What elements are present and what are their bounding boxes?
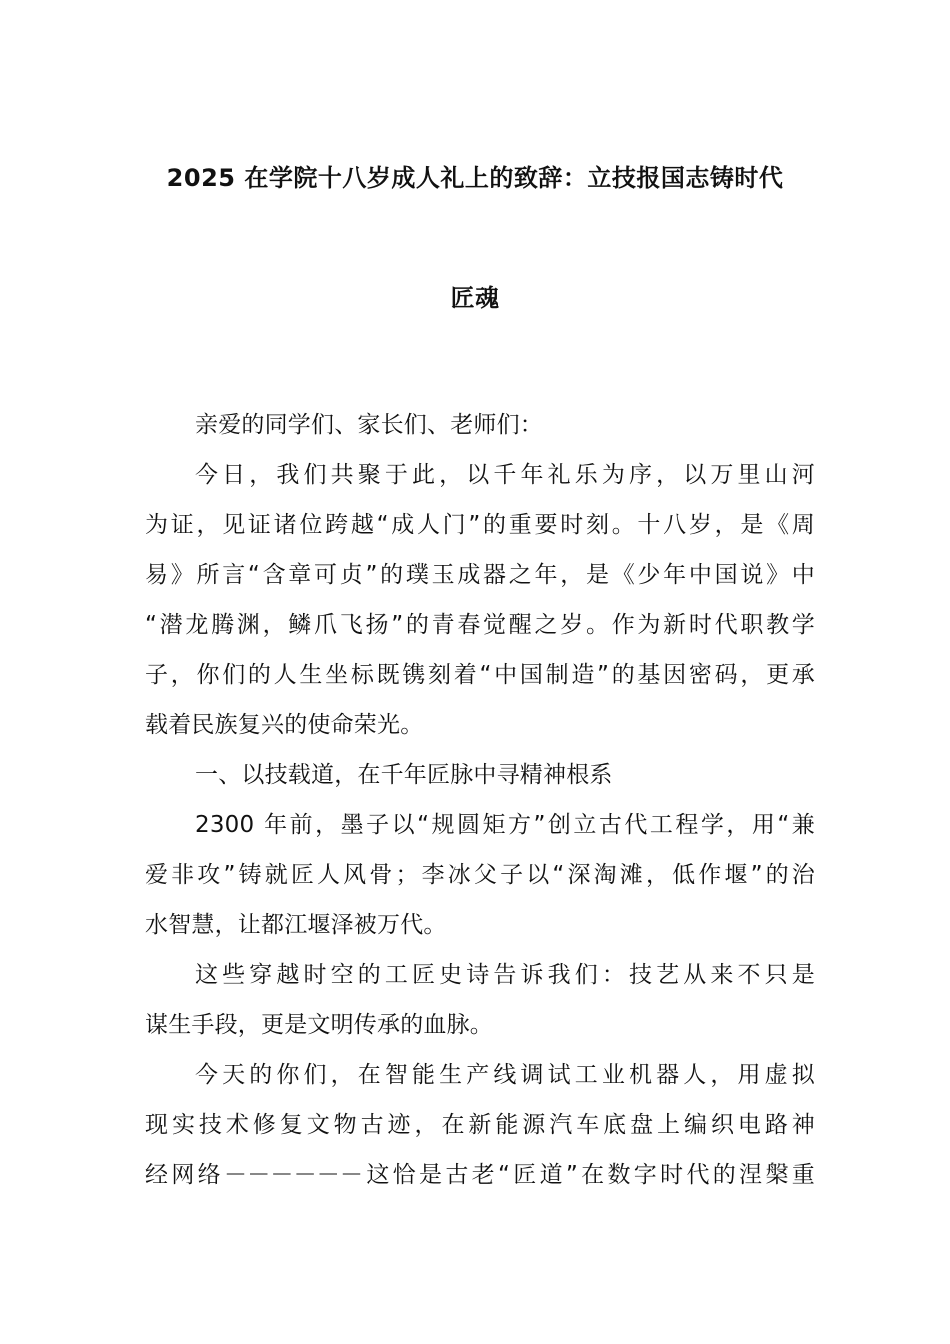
document-title-line-2: 匠魂 [450,284,500,312]
paragraph-1-line-1: 今日，我们共聚于此，以千年礼乐为序，以万里山河 [195,462,815,488]
paragraph-2-line-2: 爱非攻”铸就匠人风骨；李冰父子以“深淘滩，低作堰”的治 [145,862,815,888]
paragraph-4-line-2: 现实技术修复文物古迹，在新能源汽车底盘上编织电路神 [145,1112,815,1138]
paragraph-3-line-2: 谋生手段，更是文明传承的血脉。 [145,1012,493,1038]
salutation: 亲爱的同学们、家长们、老师们： [195,412,543,438]
paragraph-1-line-5: 子，你们的人生坐标既镌刻着“中国制造”的基因密码，更承 [145,662,815,688]
paragraph-4-line-3: 经网络－－－－－－这恰是古老“匠道”在数字时代的涅槃重 [145,1162,815,1188]
paragraph-2-line-1: 2300 年前，墨子以“规圆矩方”创立古代工程学，用“兼 [195,812,815,838]
paragraph-2-line-3: 水智慧，让都江堰泽被万代。 [145,912,447,938]
document-body [145,400,815,1200]
document-title-line-1: 2025 在学院十八岁成人礼上的致辞：立技报国志铸时代 [166,164,784,192]
paragraph-3-line-1: 这些穿越时空的工匠史诗告诉我们：技艺从来不只是 [195,962,815,988]
paragraph-4-line-1: 今天的你们，在智能生产线调试工业机器人，用虚拟 [195,1062,815,1088]
paragraph-1-line-6: 载着民族复兴的使命荣光。 [145,712,424,738]
section-heading-1: 一、以技载道，在千年匠脉中寻精神根系 [195,762,613,788]
paragraph-1-line-4: “潜龙腾渊，鳞爪飞扬”的青春觉醒之岁。作为新时代职教学 [145,612,815,638]
paragraph-1-line-2: 为证，见证诸位跨越“成人门”的重要时刻。十八岁，是《周 [145,512,815,538]
paragraph-1-line-3: 易》所言“含章可贞”的璞玉成器之年，是《少年中国说》中 [145,562,815,588]
